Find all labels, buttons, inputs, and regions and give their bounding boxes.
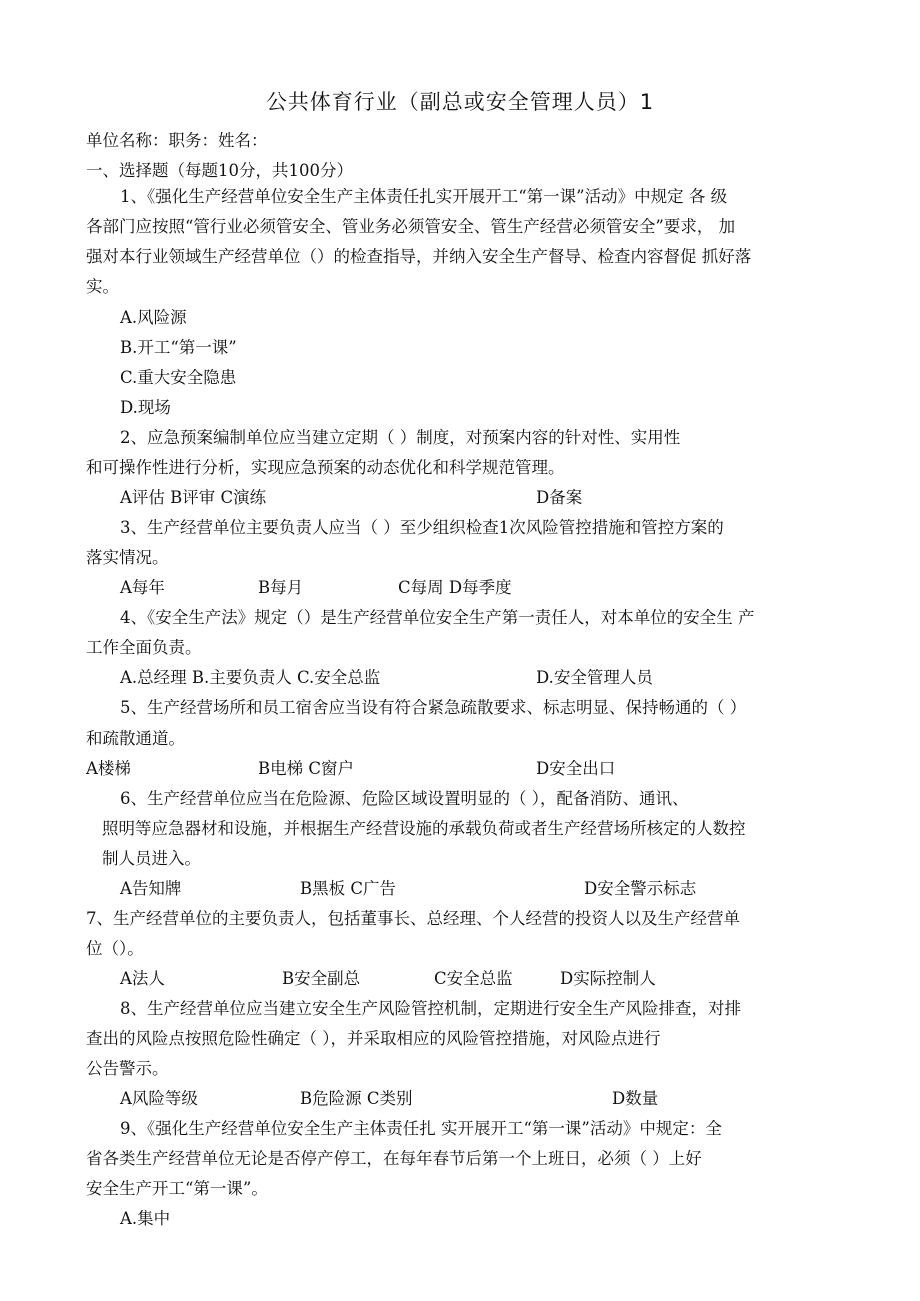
question-8-line-1: 8、生产经营单位应当建立安全生产风险管控机制，定期进行安全生产风险排查，对排 xyxy=(120,999,741,1018)
question-9-line-2: 省各类生产经营单位无论是否停产停工，在每年春节后第一个上班日，必须（ ）上好 xyxy=(86,1149,702,1168)
question-2-option-d: D备案 xyxy=(536,488,583,507)
meta-line: 单位名称：职务：姓名： xyxy=(86,131,268,150)
question-4-line-1: 4、《安全生产法》规定（）是生产经营单位安全生产第一责任人，对本单位的安全生 产 xyxy=(120,608,755,627)
question-8-option-bc: B危险源 C类别 xyxy=(300,1089,413,1108)
question-3-line-1: 3、生产经营单位主要负责人应当（ ）至少组织检查1次风险管控措施和管控方案的 xyxy=(120,518,724,537)
question-7-option-b: B安全副总 xyxy=(282,969,361,988)
question-1-line-1: 1、《强化生产经营单位安全生产主体责任扎实开展开工“第一课”活动》中规定 各 级 xyxy=(120,187,728,206)
question-3-option-b: B每月 xyxy=(258,578,304,597)
question-6-line-2: 照明等应急器材和设施，并根据生产经营设施的承载负荷或者生产经营场所核定的人数控 xyxy=(102,819,746,838)
question-3-line-2: 落实情况。 xyxy=(86,548,169,567)
question-1-line-3: 强对本行业领域生产经营单位（）的检查指导，并纳入安全生产督导、检查内容督促 抓好落 xyxy=(86,247,752,266)
question-2-line-1: 2、应急预案编制单位应当建立定期（ ）制度，对预案内容的针对性、实用性 xyxy=(120,428,681,447)
question-1-line-4: 实。 xyxy=(86,277,119,296)
question-7-option-a: A法人 xyxy=(120,969,165,988)
question-6-line-3: 制人员进入。 xyxy=(102,849,201,868)
question-7-line-1: 7、生产经营单位的主要负责人，包括董事长、总经理、个人经营的投资人以及生产经营单 xyxy=(86,909,740,928)
question-1-option-c: C.重大安全隐患 xyxy=(120,368,237,387)
question-4-option-abc: A.总经理 B.主要负责人 C.安全总监 xyxy=(120,668,381,687)
question-5-option-d: D安全出口 xyxy=(536,759,616,778)
question-1-option-a: A.风险源 xyxy=(120,308,187,327)
question-2-line-2: 和可操作性进行分析，实现应急预案的动态优化和科学规范管理。 xyxy=(86,458,565,477)
question-9-option-a: A.集中 xyxy=(120,1209,171,1228)
question-5-line-2: 和疏散通道。 xyxy=(86,729,185,748)
question-9-line-1: 9、《强化生产经营单位安全生产主体责任扎 实开展开工“第一课”活动》中规定：全 xyxy=(120,1119,722,1138)
question-8-option-d: D数量 xyxy=(612,1089,659,1108)
question-8-line-3: 公告警示。 xyxy=(86,1059,169,1078)
question-4-option-d: D.安全管理人员 xyxy=(536,668,653,687)
question-1-option-d: D.现场 xyxy=(120,398,171,417)
question-5-option-bc: B电梯 C窗户 xyxy=(258,759,354,778)
question-7-option-c: C安全总监 xyxy=(434,969,513,988)
question-2-option-abc: A评估 B评审 C演练 xyxy=(120,488,267,507)
question-1-line-2: 各部门应按照“管行业必须管安全、管业务必须管安全、管生产经营必须管安全”要求， 加 xyxy=(86,217,736,236)
question-6-option-a: A告知牌 xyxy=(120,879,182,898)
question-1-option-b: B.开工“第一课” xyxy=(120,338,237,357)
question-6-option-d: D安全警示标志 xyxy=(584,879,697,898)
question-8-option-a: A风险等级 xyxy=(120,1089,198,1108)
question-7-line-2: 位（）。 xyxy=(86,939,144,958)
question-8-line-2: 查出的风险点按照危险性确定（ ），并采取相应的风险管控措施，对风险点进行 xyxy=(86,1029,661,1048)
question-7-option-d: D实际控制人 xyxy=(560,969,656,988)
document-title: 公共体育行业（副总或安全管理人员）1 xyxy=(265,90,655,114)
question-3-option-cd: C每周 D每季度 xyxy=(398,578,512,597)
question-3-option-a: A每年 xyxy=(120,578,165,597)
question-5-option-a: A楼梯 xyxy=(86,759,131,778)
section-heading: 一、选择题（每题10分，共100分） xyxy=(86,161,353,180)
question-5-line-1: 5、生产经营场所和员工宿舍应当设有符合紧急疏散要求、标志明显、保持畅通的（ ） xyxy=(120,698,747,717)
question-6-option-bc: B黑板 C广告 xyxy=(300,879,396,898)
question-4-line-2: 工作全面负责。 xyxy=(86,638,202,657)
question-9-line-3: 安全生产开工“第一课”。 xyxy=(86,1179,268,1198)
question-6-line-1: 6、生产经营单位应当在危险源、危险区域设置明显的（ ），配备消防、通讯、 xyxy=(120,789,689,808)
